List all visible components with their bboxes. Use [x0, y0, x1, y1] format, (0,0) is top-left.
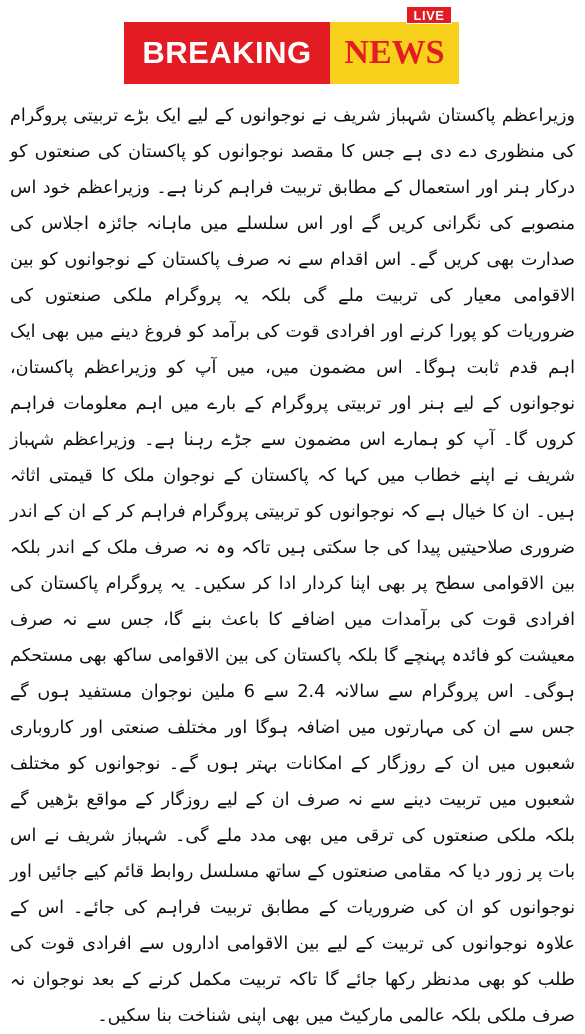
- breaking-news-banner: [124, 22, 459, 84]
- live-badge: LIVE: [406, 6, 452, 24]
- breaking-label: BREAKING: [124, 22, 330, 84]
- article-body: وزیراعظم پاکستان شہباز شریف نے نوجوانوں کے لیے ایک بڑے تربیتی پروگرام کی منظوری دے دی ہے جس کا مقصد نوجوانوں کو پاکستان کی صنعتوں کو درکار ہنر اور استعمال کے مطابق تربیت فراہم کرنا ہے۔ وزیراعظم خود اس منصوبے کی نگرانی کریں گے اور اس سلسلے میں ماہانہ جائزہ اجلاس کی صدارت بھی کریں گے۔ اس اقدام سے نہ صرف پاکستان کے نوجوانوں کو بین الاقوامی معیار کی تربیت ملے گی بلکہ یہ پروگرام ملکی صنعتوں کی ضروریات کو پورا کرنے اور افرادی قوت کی برآمد کو فروغ دینے میں بھی ایک اہم قدم ثابت ہوگا۔ اس مضمون میں، میں آپ کو وزیراعظم پاکستان، نوجوانوں کے لیے ہنر اور تربیتی پروگرام کے بارے میں اہم معلومات فراہم کروں گا۔ آپ کو ہمارے اس مضمون سے جڑے رہنا ہے۔ وزیراعظم شہباز شریف نے اپنے خطاب میں کہا کہ پاکستان کے نوجوان ملک کا قیمتی اثاثہ ہیں۔ ان کا خیال ہے کہ نوجوانوں کو تربیتی پروگرام فراہم کر کے ان کے اندر ضروری صلاحیتیں پیدا کی جا سکتی ہیں تاکہ وہ نہ صرف ملک کے اندر بلکہ بین الاقوامی سطح پر بھی اپنا کردار ادا کر سکیں۔ یہ پروگرام پاکستان کی افرادی قوت کی برآمدات میں اضافے کا باعث بنے گا، جس سے نہ صرف معیشت کو فائدہ پہنچے گا بلکہ پاکستان کی بین الاقوامی ساکھ بھی مستحکم ہوگی۔ اس پروگرام سے سالانہ 2.4 سے 6 ملین نوجوان مستفید ہوں گے جس سے ان کی مہارتوں میں اضافہ ہوگا اور مختلف صنعتی اور کاروباری شعبوں میں ان کے روزگار کے امکانات بہتر ہوں گے۔ نوجوانوں کو مختلف شعبوں میں تربیت دینے سے نہ صرف ان کے لیے روزگار کے مواقع بڑھیں گے بلکہ ملکی صنعتوں کی ترقی میں بھی مدد ملے گی۔ شہباز شریف نے اس بات پر زور دیا کہ مقامی صنعتوں کے ساتھ مسلسل روابط قائم کیے جائیں اور نوجوانوں کو ان کی ضروریات کے مطابق تربیت فراہم کی جائے۔ اس کے علاوہ نوجوانوں کی تربیت کے لیے بین الاقوامی اداروں سے افرادی قوت کی طلب کو بھی مدنظر رکھا جائے گا تاکہ تربیت مکمل کرنے کے بعد نوجوان نہ صرف ملکی بلکہ عالمی مارکیٹ میں بھی اپنی شناخت بنا سکیں۔: [10, 106, 575, 1026]
- news-label: NEWS: [330, 22, 459, 84]
